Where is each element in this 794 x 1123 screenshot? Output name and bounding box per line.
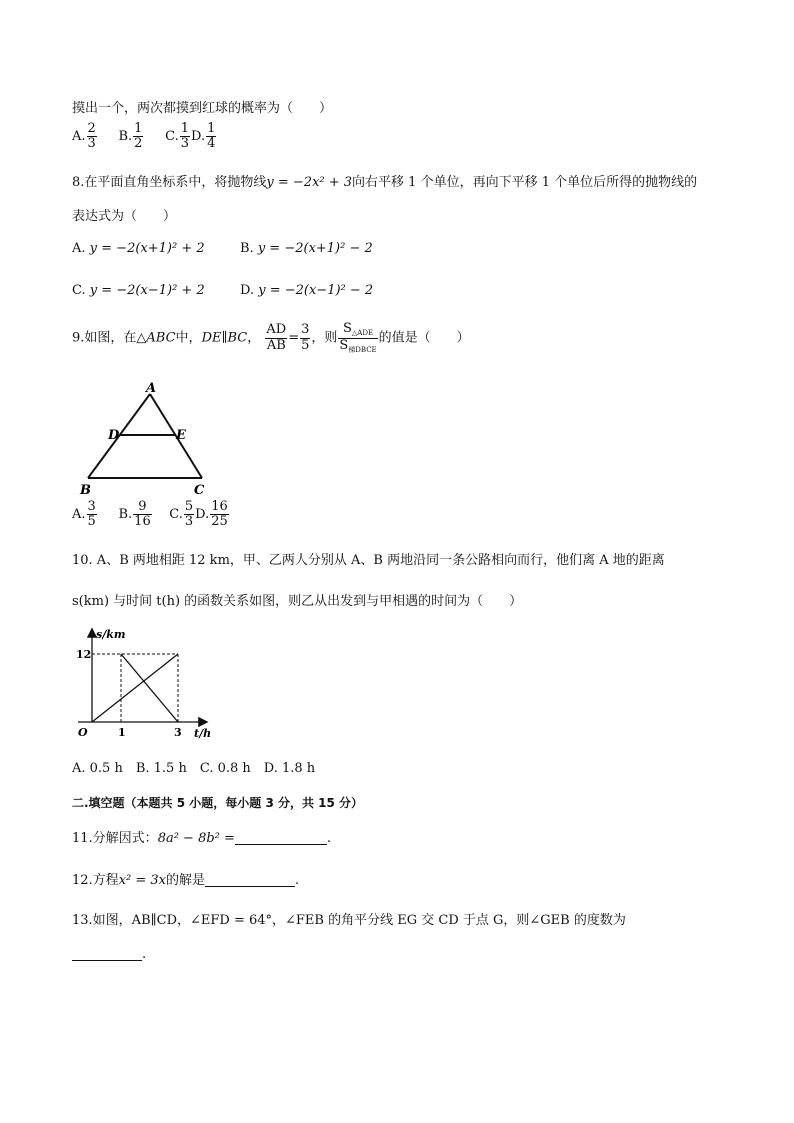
q10-question-line1: 10. A、B 两地相距 12 km，甲、乙两人分别从 A、B 两地沿同一条公路相向而行，他们离 A 地的距离 [72,553,665,568]
graph-tick-1: 1 [118,726,126,739]
q8-options-row1 [72,240,373,258]
graph-origin: O [78,726,88,739]
label-c: C [194,483,205,498]
q11-answer-blank[interactable] [235,832,327,845]
q8-question-line1: 8.在平面直角坐标系中，将抛物线y = −2x² + 3向右平移 1 个单位，再向下平移 1 个单位后所得的抛物线的 [72,175,698,190]
q9-question: 9.如图，在△ABC中，DE∥BC， $\frac{AD}{AB}$ = $\frac{3}{5}$ ，则 $\frac{S_{\triangle ADE}}{S_{梯DBCE}}$ 的值是（ ） [72,321,470,354]
q9-choice-b: B. $\frac{9}{16}$ [118,499,151,530]
label-e: E [176,428,186,443]
q11-question: 11.分解因式：8a² − 8b² = . [72,831,332,846]
q12-answer-blank[interactable] [205,874,295,887]
q9-choices [72,500,230,530]
q7-question-tail: 摸出一个，两次都摸到红球的概率为（ ） [72,101,333,116]
q13-question-line1: 13.如图，AB∥CD，∠EFD = 64°，∠FEB 的角平分线 EG 交 CD 于点 G，则∠GEB 的度数为 [72,913,626,928]
q13-answer-line: . [72,946,146,964]
q9-choice-d: D. $\frac{16}{25}$ [195,499,228,530]
q10-question-line2: s(km) 与时间 t(h) 的函数关系如图，则乙从出发到与甲相遇的时间为（ ） [72,594,523,609]
q7-choices [72,122,217,152]
section-title-fill-in: 二.填空题（本题共 5 小题，每小题 3 分，共 15 分） [72,796,364,810]
q9-triangle-figure [76,378,216,498]
q9-choice-c: C. $\frac{5}{3}$ [169,499,194,530]
q7-choice-d: D. $\frac{1}{4}$ [191,121,216,152]
q8-option-b: B. y = −2(x+1)² − 2 [240,241,373,256]
q8-option-c: C. y = −2(x−1)² + 2 [72,283,205,298]
graph-ylabel: s/km [96,628,126,641]
graph-tick-12: 12 [76,648,92,661]
q12-question: 12.方程x² = 3x的解是 . [72,873,300,888]
q8-option-d: D. y = −2(x−1)² − 2 [240,283,374,298]
q10-options: A. 0.5 h B. 1.5 h C. 0.8 h D. 1.8 h [72,761,316,776]
graph-tick-3: 3 [174,726,182,739]
q7-choice-c: C. $\frac{1}{3}$ [165,121,190,152]
graph-xlabel: t/h [194,727,212,740]
q13-answer-blank[interactable] [72,948,142,961]
q8-options-row2 [72,282,374,300]
q7-choice-a: A. $\frac{2}{3}$ [72,121,96,152]
q8-option-a: A. y = −2(x+1)² + 2 [72,241,205,256]
q10-graph [70,624,220,748]
q8-question-line2: 表达式为（ ） [72,209,177,224]
label-a: A [146,381,157,396]
label-b: B [80,483,91,498]
q7-choice-b: B. $\frac{1}{2}$ [118,121,143,152]
label-d: D [108,428,120,443]
line-yi [121,654,178,722]
q9-choice-a: A. $\frac{3}{5}$ [72,499,96,530]
line-jia [92,654,178,722]
